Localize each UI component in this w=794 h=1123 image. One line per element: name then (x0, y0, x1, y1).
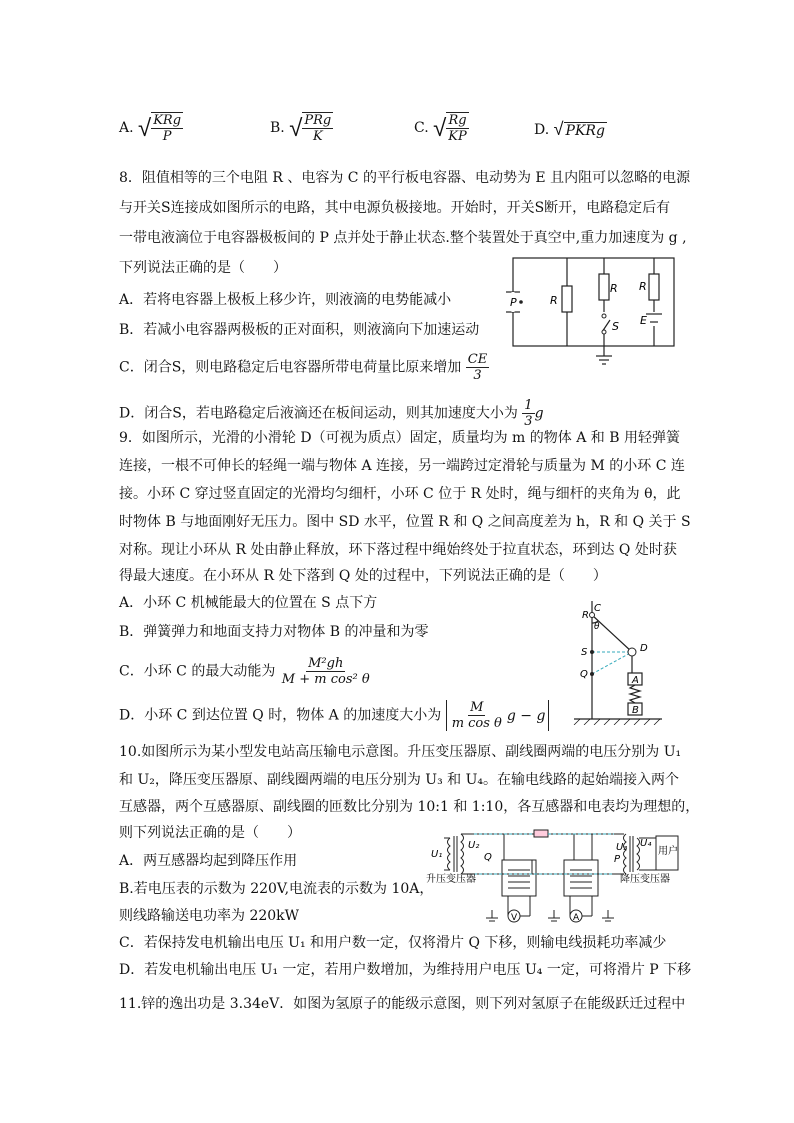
label-u2: U₂ (468, 840, 480, 851)
label-b: B (632, 705, 639, 716)
label-a: A (632, 675, 639, 686)
q9-option-c: C．小环 C 的最大动能为 $\frac{\text{M²gh}}{\text{M + m cos² θ}}$ (119, 656, 370, 687)
q9-line-1: 9．如图所示，光滑的小滑轮 D（可视为质点）固定，质量均为 m 的物体 A 和 B 用轻弹簧 (119, 430, 680, 446)
label-r1: R (550, 294, 558, 307)
q7-option-b: B. √ $\frac{\text{PRg}}{K}$ (270, 113, 332, 144)
q10-line-3: 互感器，两个互感器原、副线圈的匝数比分别为 10:1 和 1:10，各互感器和电表均为理想的， (119, 799, 700, 815)
label-r2: R (610, 282, 618, 295)
q9-line-5: 对称。现让小环从 R 处由静止释放，环下落过程中绳始终处于拉直状态，环到达 Q 处时获 (119, 542, 677, 558)
q8-option-c: C．闭合S，则电路稳定后电容器所带电荷量比原来增加 $\frac{CE}{3}$ (119, 352, 488, 383)
q8-line-1: 8．阻值相等的三个电阻 R 、电容为 C 的平行板电容器、电动势为 E 且内阻可以忽略的电源 (119, 170, 691, 186)
label-step-down: 降压变压器 (620, 874, 670, 885)
q9-line-3: 接。小环 C 穿过竖直固定的光滑均匀细杆，小环 C 位于 R 处时，绳与细杆的夹角为 θ，此 (119, 486, 681, 502)
q7-option-a: A. √ $\frac{\text{KRg}}{P}$ (119, 113, 182, 144)
label-p: P (614, 854, 621, 865)
q9-option-a: A．小环 C 机械能最大的位置在 S 点下方 (119, 595, 378, 611)
label-s: S (612, 320, 619, 333)
label-user: 用户 (658, 846, 678, 857)
label-u4: U₄ (640, 838, 652, 849)
label-r3: R (639, 280, 647, 293)
q9-option-d: D．小环 C 到达位置 Q 时，物体 A 的加速度大小为 $\frac{M}{\text{m cos θ}}$ g − g (119, 700, 549, 731)
label-p: P (510, 296, 517, 309)
label-r: R (582, 610, 589, 621)
label-step-up: 升压变压器 (426, 874, 476, 885)
q8-circuit-diagram (506, 252, 682, 368)
label-q: Q (580, 669, 588, 680)
q10-transmission-diagram (424, 824, 682, 928)
q8-option-a: A．若将电容器上极板上移少许，则液滴的电势能减小 (119, 292, 452, 308)
label-u1: U₁ (431, 849, 443, 860)
label-d: D (640, 643, 648, 654)
q8-line-2: 与开关S连接成如图所示的电路，其中电源负极接地。开始时，开关S断开，电路稳定后有 (119, 200, 671, 216)
q9-line-4: 时物体 B 与地面刚好无压力。图中 SD 水平，位置 R 和 Q 之间高度差为 h，R 和 Q 关于 S (119, 514, 691, 530)
q10-option-b-2: 则线路输送电功率为 220kW (119, 908, 300, 924)
q10-line-2: 和 U₂，降压变压器原、副线圈两端的电压分别为 U₃ 和 U₄。在输电线路的起始端接入两个 (119, 772, 680, 788)
q7-option-d: D. √ PKRg (534, 119, 605, 140)
q10-option-a: A．两互感器均起到降压作用 (119, 853, 298, 869)
label-theta: θ (594, 622, 600, 632)
q10-option-b-1: B.若电压表的示数为 220V,电流表的示数为 10A， (119, 881, 434, 897)
q10-line-4: 则下列说法正确的是（ ） (119, 825, 301, 841)
label-ammeter: A (573, 913, 580, 923)
label-e: E (640, 314, 647, 327)
q9-pulley-diagram (570, 595, 666, 725)
q10-line-1: 10.如图所示为某小型发电站高压输电示意图。升压变压器原、副线圈两端的电压分别为 U₁ (119, 744, 682, 760)
label-voltmeter: V (511, 913, 518, 923)
label-u3: U₃ (616, 842, 628, 853)
q8-line-4: 下列说法正确的是（ ） (119, 260, 287, 276)
q9-option-b: B．弹簧弹力和地面支持力对物体 B 的冲量和为零 (119, 624, 429, 640)
label-q: Q (484, 852, 492, 863)
q8-line-3: 一带电液滴位于电容器极板间的 P 点并处于静止状态.整个装置处于真空中,重力加速度为 g , (119, 230, 687, 246)
q10-option-d: D．若发电机输出电压 U₁ 一定，若用户数增加，为维持用户电压 U₄ 一定，可将滑片 P 下移 (119, 962, 692, 978)
q7-option-c: C. √ $\frac{Rg}{KP}$ (414, 113, 467, 144)
q9-line-2: 连接，一根不可伸长的轻绳一端与物体 A 连接，另一端跨过定滑轮与质量为 M 的小环 C 连 (119, 458, 685, 474)
q8-option-d: D．闭合S，若电路稳定后液滴还在板间运动，则其加速度大小为 $\frac{1}{3}$ g (119, 398, 544, 429)
q11-line-1: 11.锌的逸出功是 3.34eV．如图为氢原子的能级示意图，则下列对氢原子在能级跃迁过程中 (119, 996, 686, 1012)
q8-option-b: B．若减小电容器两极板的正对面积，则液滴向下加速运动 (119, 322, 480, 338)
q9-line-6: 得最大速度。在小环从 R 处下落到 Q 处的过程中，下列说法正确的是（ ） (119, 568, 607, 584)
label-s: S (581, 647, 588, 658)
label-c: C (594, 603, 601, 614)
q10-option-c: C．若保持发电机输出电压 U₁ 和用户数一定，仅将滑片 Q 下移，则输电线损耗功率减少 (119, 935, 667, 951)
